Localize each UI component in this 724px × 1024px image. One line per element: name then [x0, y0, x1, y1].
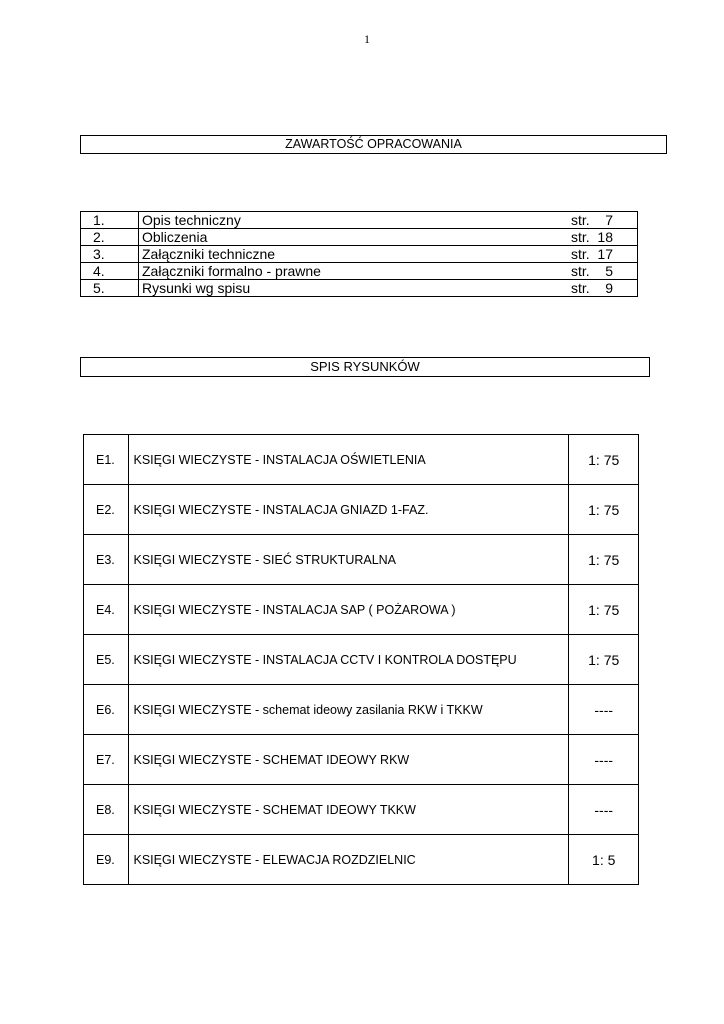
drawing-code: E2. — [84, 485, 129, 535]
drawing-scale: ---- — [569, 735, 639, 785]
page-number: 1 — [364, 32, 370, 46]
drawing-code: E9. — [84, 835, 129, 885]
contents-row-page: str. 9 — [570, 280, 613, 296]
contents-heading: ZAWARTOŚĆ OPRACOWANIA — [80, 135, 667, 154]
drawing-row — [84, 435, 639, 485]
drawing-scale: 1: 75 — [569, 635, 639, 685]
drawing-description: KSIĘGI WIECZYSTE - INSTALACJA SAP ( POŻAROWA ) — [129, 585, 569, 635]
contents-row-cell — [139, 246, 638, 263]
drawing-row — [84, 835, 639, 885]
contents-row-page: str. 7 — [570, 212, 613, 228]
contents-row-number: 4. — [81, 263, 139, 280]
drawing-scale: 1: 75 — [569, 485, 639, 535]
drawing-description: KSIĘGI WIECZYSTE - INSTALACJA CCTV I KONTROLA DOSTĘPU — [129, 635, 569, 685]
drawing-description: KSIĘGI WIECZYSTE - SCHEMAT IDEOWY RKW — [129, 735, 569, 785]
drawing-scale: 1: 75 — [569, 535, 639, 585]
contents-row-cell — [139, 263, 638, 280]
contents-row — [81, 229, 638, 246]
drawing-description: KSIĘGI WIECZYSTE - schemat ideowy zasilania RKW i TKKW — [129, 685, 569, 735]
drawing-code: E7. — [84, 735, 129, 785]
drawing-scale: 1: 5 — [569, 835, 639, 885]
drawing-row — [84, 485, 639, 535]
drawing-row — [84, 735, 639, 785]
drawing-description: KSIĘGI WIECZYSTE - INSTALACJA GNIAZD 1-FAZ. — [129, 485, 569, 535]
drawing-row — [84, 785, 639, 835]
contents-row-number: 2. — [81, 229, 139, 246]
contents-row-cell — [139, 212, 638, 229]
drawing-description: KSIĘGI WIECZYSTE - ELEWACJA ROZDZIELNIC — [129, 835, 569, 885]
contents-row-title: Obliczenia — [142, 229, 208, 245]
drawing-description: KSIĘGI WIECZYSTE - INSTALACJA OŚWIETLENIA — [129, 435, 569, 485]
drawings-heading: SPIS RYSUNKÓW — [80, 357, 650, 377]
drawing-code: E1. — [84, 435, 129, 485]
contents-row-title: Rysunki wg spisu — [142, 280, 251, 296]
drawings-table — [83, 434, 639, 885]
drawing-scale: ---- — [569, 685, 639, 735]
contents-row-title: Opis techniczny — [142, 212, 241, 228]
drawing-code: E8. — [84, 785, 129, 835]
drawing-description: KSIĘGI WIECZYSTE - SIEĆ STRUKTURALNA — [129, 535, 569, 585]
contents-row-cell — [139, 229, 638, 246]
drawing-scale: ---- — [569, 785, 639, 835]
drawing-code: E4. — [84, 585, 129, 635]
contents-row-page: str. 17 — [570, 246, 613, 262]
contents-table — [80, 211, 638, 297]
drawing-code: E3. — [84, 535, 129, 585]
contents-row-page: str. 5 — [570, 263, 613, 279]
drawing-code: E5. — [84, 635, 129, 685]
contents-row — [81, 280, 638, 297]
contents-row-cell — [139, 280, 638, 297]
drawing-code: E6. — [84, 685, 129, 735]
contents-row-title: Załączniki techniczne — [142, 246, 276, 262]
drawing-description: KSIĘGI WIECZYSTE - SCHEMAT IDEOWY TKKW — [129, 785, 569, 835]
contents-row-number: 5. — [81, 280, 139, 297]
contents-row — [81, 263, 638, 280]
contents-row — [81, 212, 638, 229]
drawing-row — [84, 685, 639, 735]
contents-row-title: Załączniki formalno - prawne — [142, 263, 321, 279]
contents-row-page: str. 18 — [570, 229, 613, 245]
contents-row-number: 1. — [81, 212, 139, 229]
drawing-row — [84, 635, 639, 685]
drawing-scale: 1: 75 — [569, 585, 639, 635]
drawing-row — [84, 585, 639, 635]
contents-row-number: 3. — [81, 246, 139, 263]
drawing-row — [84, 535, 639, 585]
contents-row — [81, 246, 638, 263]
drawing-scale: 1: 75 — [569, 435, 639, 485]
